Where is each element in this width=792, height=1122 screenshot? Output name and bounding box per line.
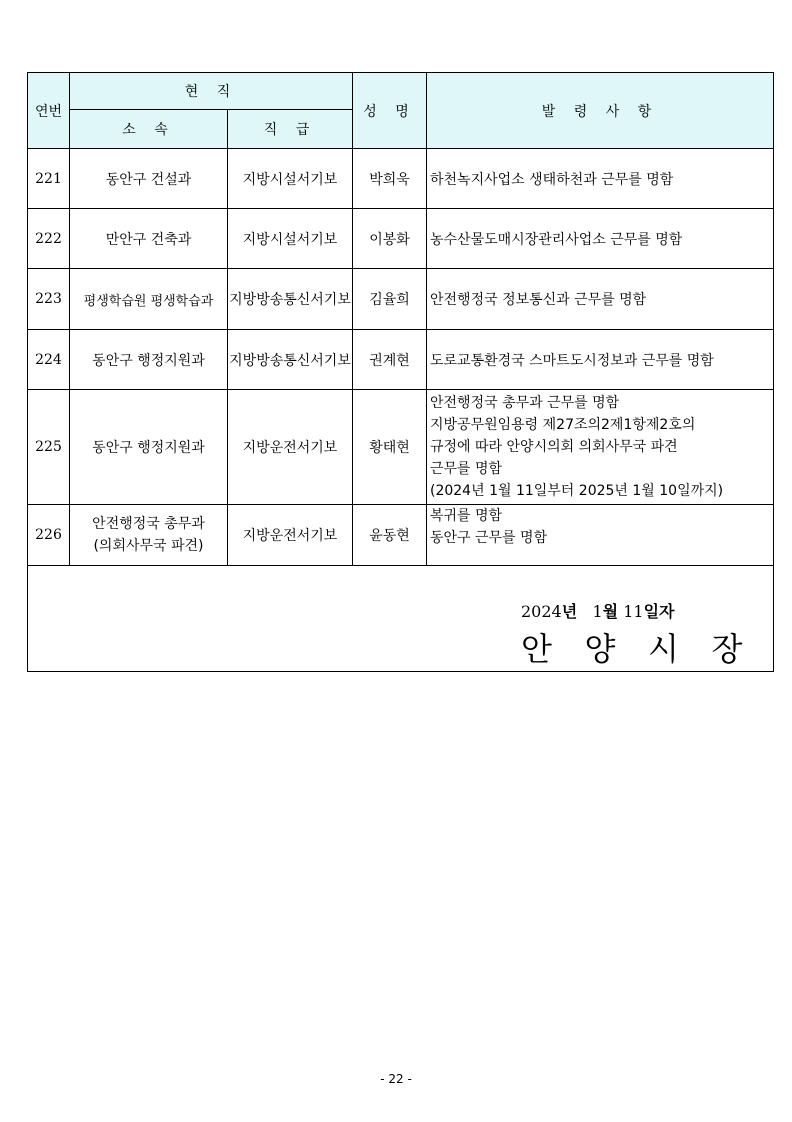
- row-order: 하천녹지사업소 생태하천과 근무를 명함: [427, 149, 774, 209]
- order-line: 안전행정국 총무과 근무를 명함: [430, 395, 620, 411]
- signature-row: [28, 566, 774, 672]
- row-number: 222: [28, 209, 70, 269]
- table-row: [28, 390, 774, 505]
- row-dept: 평생학습원 평생학습과: [70, 269, 228, 330]
- signature-cell: [28, 566, 774, 672]
- row-order: 농수산물도매시장관리사업소 근무를 명함: [427, 209, 774, 269]
- row-number: 221: [28, 149, 70, 209]
- page-number: - 22 -: [380, 1072, 412, 1086]
- row-grade: 지방방송통신서기보: [228, 269, 353, 330]
- row-grade: 지방운전서기보: [228, 505, 353, 566]
- table-row: [28, 209, 774, 269]
- header-name: 성 명: [353, 73, 427, 149]
- row-number: 224: [28, 330, 70, 390]
- row-grade: 지방방송통신서기보: [228, 330, 353, 390]
- row-grade: 지방운전서기보: [228, 390, 353, 505]
- row-name: 김율희: [353, 269, 427, 330]
- row-order: [427, 390, 774, 505]
- order-line: 규정에 따라 안양시의회 의회사무국 파견: [430, 439, 678, 455]
- dept-line: (의회사무국 파견): [93, 538, 204, 554]
- row-order: 안전행정국 정보통신과 근무를 명함: [427, 269, 774, 330]
- header-dept: 소 속: [70, 110, 228, 149]
- row-number: 226: [28, 505, 70, 566]
- header-order: 발 령 사 항: [427, 73, 774, 149]
- order-line: 근무를 명함: [430, 461, 503, 477]
- order-line: (2024년 1월 11일부터 2025년 1월 10일까지): [430, 483, 724, 499]
- mayor-title: 안 양 시 장: [521, 630, 754, 668]
- header-grade: 직 급: [228, 110, 353, 149]
- order-line: 복귀를 명함: [430, 508, 503, 524]
- dept-line: 안전행정국 총무과: [92, 516, 205, 532]
- row-order: 도로교통환경국 스마트도시정보과 근무를 명함: [427, 330, 774, 390]
- appointment-table: [27, 72, 774, 672]
- order-line: 동안구 근무를 명함: [430, 530, 548, 546]
- row-number: 223: [28, 269, 70, 330]
- row-name: 황태현: [353, 390, 427, 505]
- table-row: [28, 330, 774, 390]
- row-dept: [70, 505, 228, 566]
- header-no: 연번: [28, 73, 70, 149]
- table-row: [28, 149, 774, 209]
- row-name: 이봉화: [353, 209, 427, 269]
- row-number: 225: [28, 390, 70, 505]
- row-name: 권계현: [353, 330, 427, 390]
- row-dept: 동안구 행정지원과: [70, 330, 228, 390]
- header-current: 현 직: [70, 73, 353, 110]
- row-dept: 동안구 건설과: [70, 149, 228, 209]
- row-name: 윤동현: [353, 505, 427, 566]
- table-row: [28, 269, 774, 330]
- order-line: 지방공무원임용령 제27조의2제1항제2호의: [430, 417, 696, 433]
- row-grade: 지방시설서기보: [228, 149, 353, 209]
- row-dept: 동안구 행정지원과: [70, 390, 228, 505]
- row-dept: 만안구 건축과: [70, 209, 228, 269]
- table-row: [28, 505, 774, 566]
- row-order: [427, 505, 774, 566]
- row-name: 박희욱: [353, 149, 427, 209]
- issue-date: 2024년 1월 11일자: [521, 602, 675, 621]
- row-grade: 지방시설서기보: [228, 209, 353, 269]
